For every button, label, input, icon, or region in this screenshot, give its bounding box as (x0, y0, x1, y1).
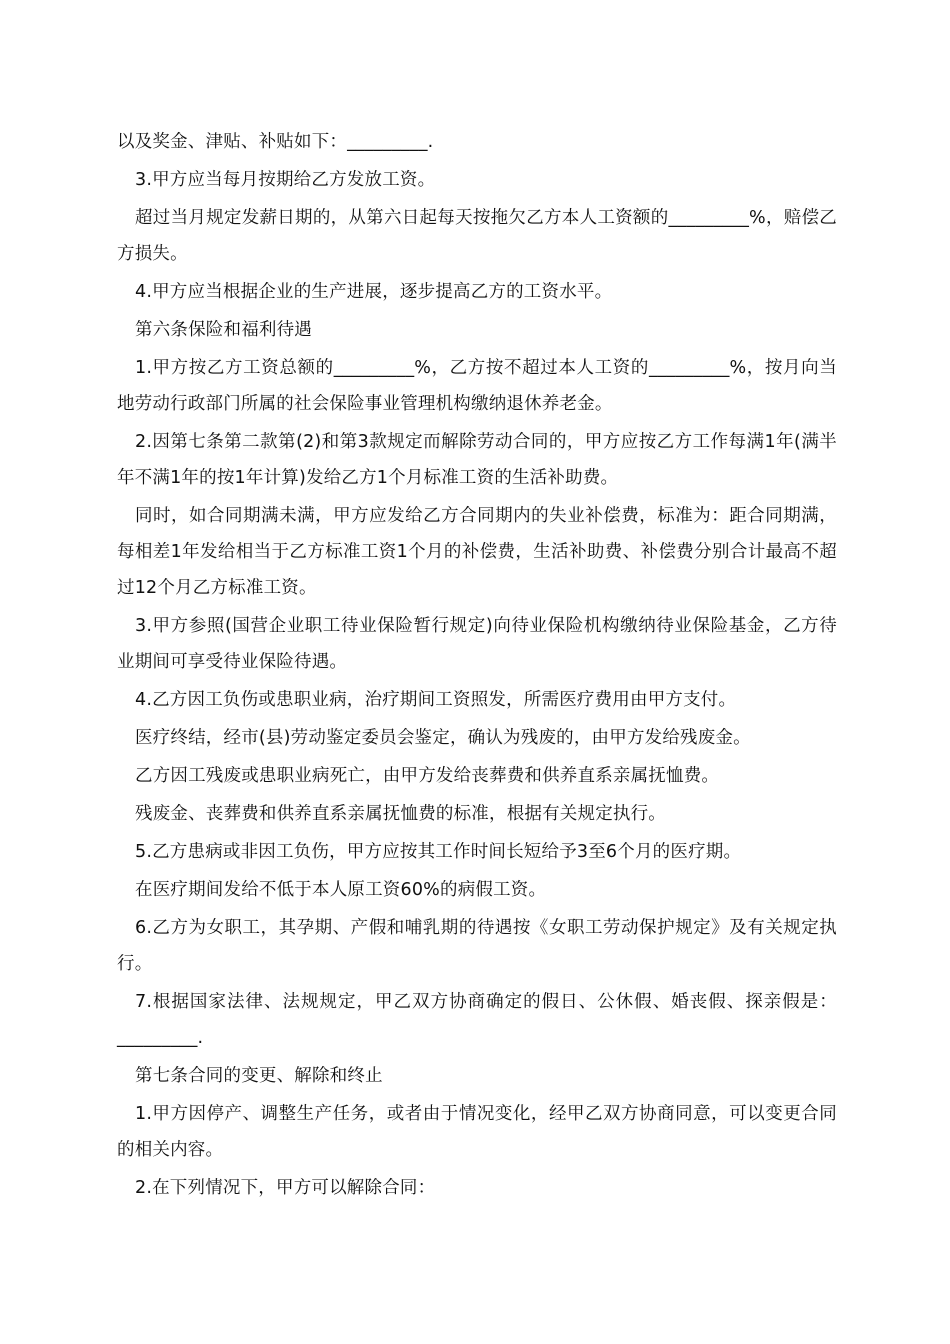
section-heading: 第六条保险和福利待遇 (135, 320, 312, 340)
paragraph: 5.乙方患病或非因工负伤，甲方应按其工作时间长短给予3至6个月的医疗期。 (135, 842, 742, 862)
section-heading: 第七条合同的变更、解除和终止 (135, 1066, 383, 1086)
paragraph: 乙方因工残废或患职业病死亡，由甲方发给丧葬费和供养直系亲属抚恤费。 (135, 766, 720, 786)
paragraph: 1.甲方因停产、调整生产任务，或者由于情况变化，经甲乙双方协商同意，可以变更合同的相关内容。 (117, 1104, 837, 1160)
paragraph: 4.乙方因工负伤或患职业病，治疗期间工资照发，所需医疗费用由甲方支付。 (135, 690, 737, 710)
paragraph: 在医疗期间发给不低于本人原工资60%的病假工资。 (135, 880, 547, 900)
paragraph: 医疗终结，经市(县)劳动鉴定委员会鉴定，确认为残废的，由甲方发给残废金。 (135, 728, 751, 748)
paragraph: 2.在下列情况下，甲方可以解除合同： (135, 1178, 436, 1198)
paragraph: 4.甲方应当根据企业的生产进展，逐步提高乙方的工资水平。 (135, 282, 613, 302)
paragraph: 同时，如合同期满未满，甲方应发给乙方合同期内的失业补偿费，标准为：距合同期满，每相差1年发给相当于乙方标准工资1个月的补偿费，生活补助费、补偿费分别合计最高不超过12个月乙方标准工资。 (117, 506, 837, 598)
paragraph: 以及奖金、津贴、补贴如下：_________. (117, 132, 434, 152)
paragraph: 7.根据国家法律、法规规定，甲乙双方协商确定的假日、公休假、婚丧假、探亲假是：_________. (117, 992, 837, 1048)
paragraph: 3.甲方参照(国营企业职工待业保险暂行规定)向待业保险机构缴纳待业保险基金，乙方待业期间可享受待业保险待遇。 (117, 616, 837, 672)
paragraph: 6.乙方为女职工，其孕期、产假和哺乳期的待遇按《女职工劳动保护规定》及有关规定执行。 (117, 918, 837, 974)
paragraph: 3.甲方应当每月按期给乙方发放工资。 (135, 170, 436, 190)
document-body (117, 124, 837, 1208)
paragraph: 超过当月规定发薪日期的，从第六日起每天按拖欠乙方本人工资额的_________%，赔偿乙方损失。 (117, 208, 837, 264)
paragraph: 残废金、丧葬费和供养直系亲属抚恤费的标准，根据有关规定执行。 (135, 804, 666, 824)
paragraph: 1.甲方按乙方工资总额的_________%，乙方按不超过本人工资的_________%，按月向当地劳动行政部门所属的社会保险事业管理机构缴纳退休养老金。 (117, 358, 837, 414)
paragraph: 2.因第七条第二款第(2)和第3款规定而解除劳动合同的，甲方应按乙方工作每满1年(满半年不满1年的按1年计算)发给乙方1个月标准工资的生活补助费。 (117, 432, 837, 488)
